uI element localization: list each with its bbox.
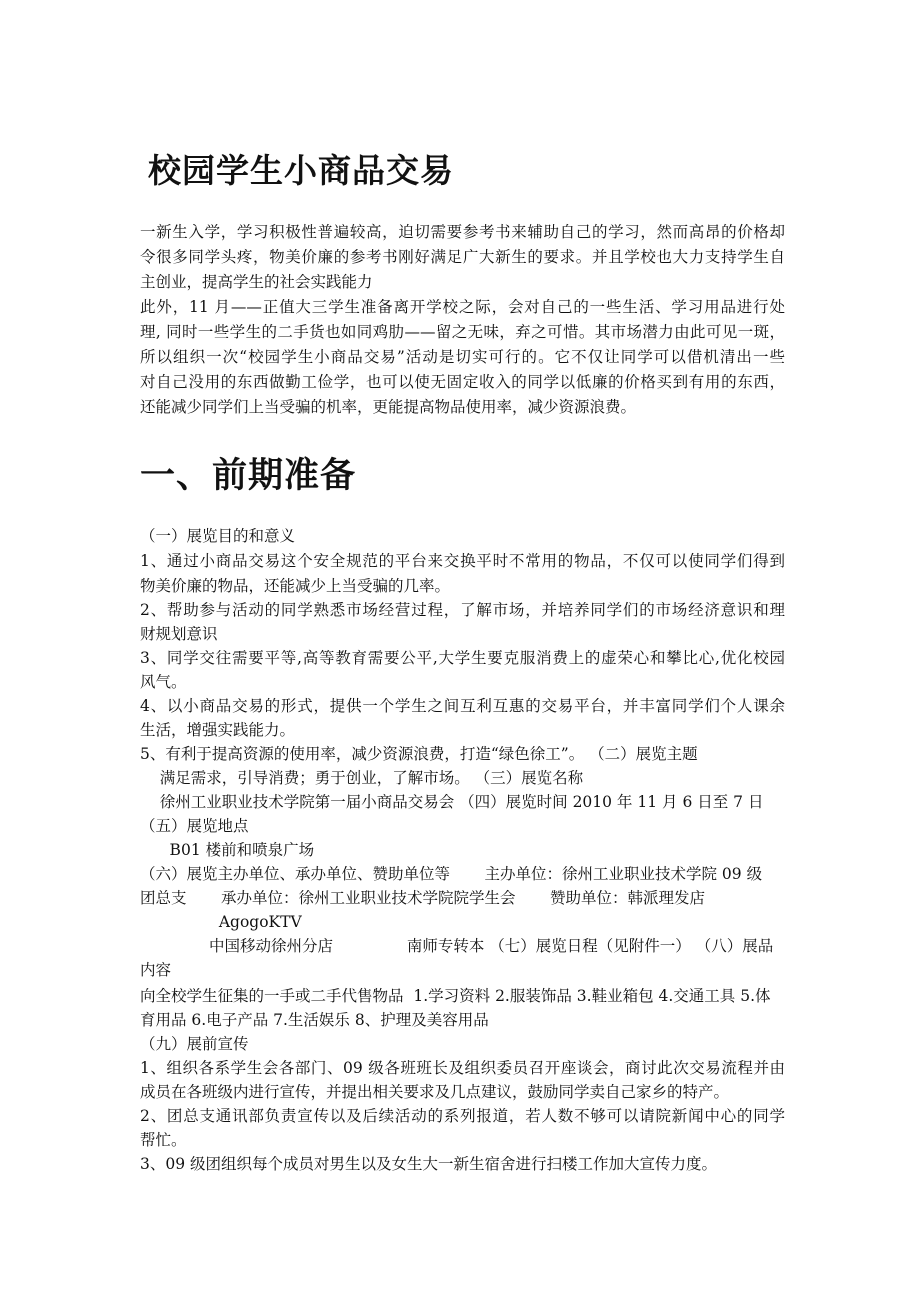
section-line: 团总支 承办单位：徐州工业职业技术学院院学生会 赞助单位：韩派理发店 [140,889,705,907]
section-line: （九）展前宣传 [140,1035,249,1053]
section-line: 生活，增强实践能力。 [140,721,296,739]
section-heading: 一、前期准备 [140,455,357,496]
section-line: B01 楼前和喷泉广场 [140,841,315,859]
section-line: 财规划意识 [140,625,218,643]
intro-line: 令很多同学头疼，物美价廉的参考书刚好满足广大新生的要求。并且学校也大力支持学生自 [140,248,785,266]
section-line: 2、团总支通讯部负责宣传以及后续活动的系列报道，若人数不够可以请院新闻中心的同学 [140,1107,785,1125]
section-line: 3、09 级团组织每个成员对男生以及女生大一新生宿舍进行扫楼工作加大宣传力度。 [140,1155,718,1173]
section-line: 徐州工业职业技术学院第一届小商品交易会 （四）展览时间 2010 年 11 月 6 日至 7 日 [140,793,764,811]
section-line: 3、同学交往需要平等,高等教育需要公平,大学生要克服消费上的虚荣心和攀比心,优化校园 [140,649,785,667]
section-line: 帮忙。 [140,1131,187,1149]
intro-line: 所以组织一次“校园学生小商品交易”活动是切实可行的。它不仅让同学可以借机清出一些 [140,348,785,366]
section-line: 1、组织各系学生会各部门、09 级各班班长及组织委员召开座谈会，商讨此次交易流程并由 [140,1059,785,1077]
section-line: 满足需求，引导消费；勇于创业，了解市场。 （三）展览名称 [140,769,584,787]
intro-line: 对自己没用的东西做勤工俭学，也可以使无固定收入的同学以低廉的价格买到有用的东西， [140,373,785,391]
section-line: 成员在各班级内进行宣传，并提出相关要求及几点建议，鼓励同学卖自己家乡的特产。 [140,1083,730,1101]
intro-line: 一新生入学，学习积极性普遍较高，迫切需要参考书来辅助自己的学习，然而高昂的价格却 [140,223,785,241]
intro-line: 此外，11 月——正值大三学生准备离开学校之际，会对自己的一些生活、学习用品进行处 [140,298,785,316]
section-line: （六）展览主办单位、承办单位、赞助单位等 主办单位：徐州工业职业技术学院 09 级 [140,865,763,883]
section-line: 中国移动徐州分店 南师专转本 （七）展览日程（见附件一） （八）展品 [140,937,774,955]
intro-line: 主创业，提高学生的社会实践能力 [140,273,373,291]
section-line: AgogoKTV [140,913,302,931]
section-line: 育用品 6.电子产品 7.生活娱乐 8、护理及美容用品 [140,1011,489,1029]
section-line: 内容 [140,961,172,979]
section-line: （五）展览地点 [140,817,249,835]
section-line: 1、通过小商品交易这个安全规范的平台来交换平时不常用的物品，不仅可以使同学们得到 [140,552,785,570]
document-title: 校园学生小商品交易 [148,151,454,190]
section-line: 5、有利于提高资源的使用率，减少资源浪费，打造“绿色徐工”。 （二）展览主题 [140,745,698,763]
section-line: 2、帮助参与活动的同学熟悉市场经营过程，了解市场，并培养同学们的市场经济意识和理 [140,601,785,619]
intro-line: 理, 同时一些学生的二手货也如同鸡肋——留之无味，弃之可惜。其市场潜力由此可见一斑， [140,323,785,341]
section-line: （一）展览目的和意义 [140,527,296,545]
section-line: 4、以小商品交易的形式，提供一个学生之间互利互惠的交易平台，并丰富同学们个人课余 [140,697,785,715]
section-line: 物美价廉的物品，还能减少上当受骗的几率。 [140,577,451,595]
section-line: 风气。 [140,673,187,691]
intro-line: 还能减少同学们上当受骗的机率，更能提高物品使用率，减少资源浪费。 [140,398,637,416]
section-line: 向全校学生征集的一手或二手代售物品 1.学习资料 2.服装饰品 3.鞋业箱包 4.交通工具 5.体 [140,987,771,1005]
